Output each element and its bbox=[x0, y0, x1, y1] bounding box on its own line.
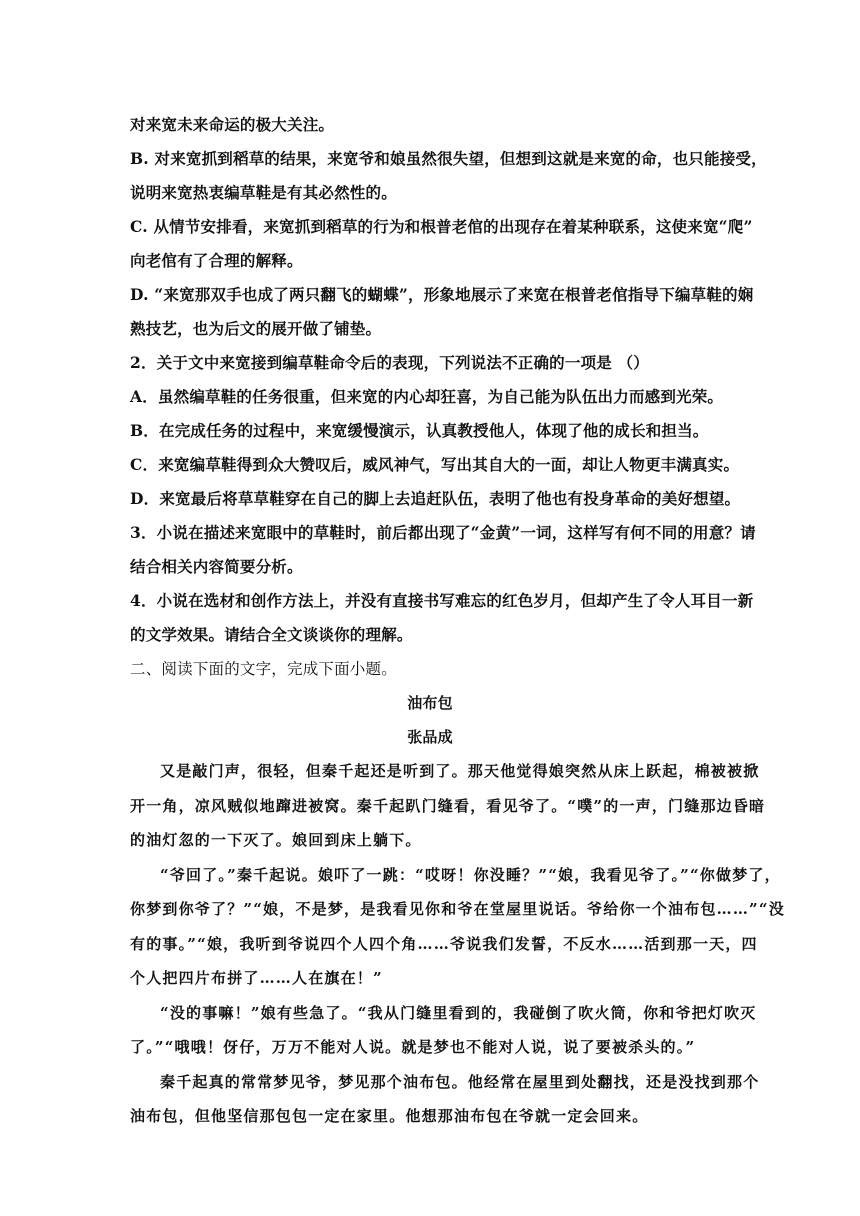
option-d-line2: 熟技艺，也为后文的展开做了铺垫。 bbox=[130, 319, 382, 338]
story-paragraph-1-line3: 的油灯忽的一下灭了。娘回到床上躺下。 bbox=[130, 831, 422, 849]
story-paragraph-1-line1: 又是敲门声，很轻，但秦千起还是听到了。那天他觉得娘突然从床上跃起，棉被被掀 bbox=[160, 762, 760, 780]
question-3-line2: 结合相关内容简要分析。 bbox=[130, 557, 303, 576]
option-b-line2: 说明来宽热衷编草鞋是有其必然性的。 bbox=[130, 183, 397, 202]
story-paragraph-3-line2: 了。”“哦哦！伢仔，万万不能对人说。就是梦也不能对人说，说了要被杀头的。” bbox=[130, 1038, 696, 1056]
story-paragraph-4-line2: 油布包，但他坚信那包包一定在家里。他想那油布包在爷就一定会回来。 bbox=[130, 1107, 649, 1125]
option-c-line1: C. 从情节安排看，来宽抓到稻草的行为和根普老倌的出现存在着某种联系，这使来宽“爬” bbox=[130, 217, 753, 236]
story-paragraph-1-line2: 开一角，凉风贼似地蹿进被窝。秦千起趴门缝看，看见爷了。“噗”的一声，门缝那边昏暗 bbox=[130, 796, 766, 815]
question-4-line2: 的文学效果。请结合全文谈谈你的理解。 bbox=[130, 625, 413, 644]
question-4-line1: 4．小说在选材和创作方法上，并没有直接书写难忘的红色岁月，但却产生了令人耳目一新 bbox=[130, 591, 754, 610]
story-paragraph-2-line3: 有的事。”“娘，我听到爷说四个人四个角……爷说我们发誓，不反水……活到那一天，四 bbox=[130, 934, 758, 953]
option-c-line2: 向老倌有了合理的解释。 bbox=[130, 251, 303, 270]
document-page bbox=[130, 108, 785, 1134]
q2-option-b: B．在完成任务的过程中，来宽缓慢演示，认真教授他人，体现了他的成长和担当。 bbox=[130, 421, 709, 440]
q2-option-a: A．虽然编草鞋的任务很重，但来宽的内心却狂喜，为自己能为队伍出力而感到光荣。 bbox=[130, 387, 724, 406]
option-d-line1: D. “来宽那双手也成了两只翻飞的蝴蝶”，形象地展示了来宽在根普老倌指导下编草鞋的娴 bbox=[130, 285, 754, 304]
question-2: 2．关于文中来宽接到编草鞋命令后的表现，下列说法不正确的一项是 （） bbox=[130, 353, 649, 372]
option-a-continued: 对来宽未来命运的极大关注。 bbox=[130, 115, 335, 134]
q2-option-c: C．来宽编草鞋得到众大赞叹后，威风神气，写出其自大的一面，却让人物更丰满真实。 bbox=[130, 455, 740, 474]
story-title: 油布包 bbox=[407, 694, 453, 712]
section-2-heading: 二、阅读下面的文字，完成下面小题。 bbox=[130, 660, 397, 678]
q2-option-d: D．来宽最后将草草鞋穿在自己的脚上去追赶队伍，表明了他也有投身革命的美好想望。 bbox=[130, 489, 741, 508]
question-3-line1: 3．小说在描述来宽眼中的草鞋时，前后都出现了“金黄”一词，这样写有何不同的用意？请 bbox=[130, 523, 756, 542]
story-paragraph-2-line4: 个人把四片布拼了……人在旗在！” bbox=[130, 969, 383, 987]
story-paragraph-2-line2: 你梦到你爷了？”“娘，不是梦，是我看见你和爷在堂屋里说话。爷给你一个油布包……”“没 bbox=[130, 900, 785, 918]
story-author: 张品成 bbox=[407, 728, 453, 746]
story-paragraph-2-line1: “爷回了。”秦千起说。娘吓了一跳：“哎呀！你没睡？”“娘，我看见爷了。”“你做梦了， bbox=[160, 865, 781, 884]
story-paragraph-4-line1: 秦千起真的常常梦见爷，梦见那个油布包。他经常在屋里到处翻找，还是没找到那个 bbox=[160, 1072, 760, 1091]
story-paragraph-3-line1: “没的事嘛！”娘有些急了。“我从门缝里看到的，我碰倒了吹火筒，你和爷把灯吹灭 bbox=[160, 1003, 757, 1022]
option-b-line1: B. 对来宽抓到稻草的结果，来宽爷和娘虽然很失望，但想到这就是来宽的命，也只能接受， bbox=[130, 149, 767, 168]
